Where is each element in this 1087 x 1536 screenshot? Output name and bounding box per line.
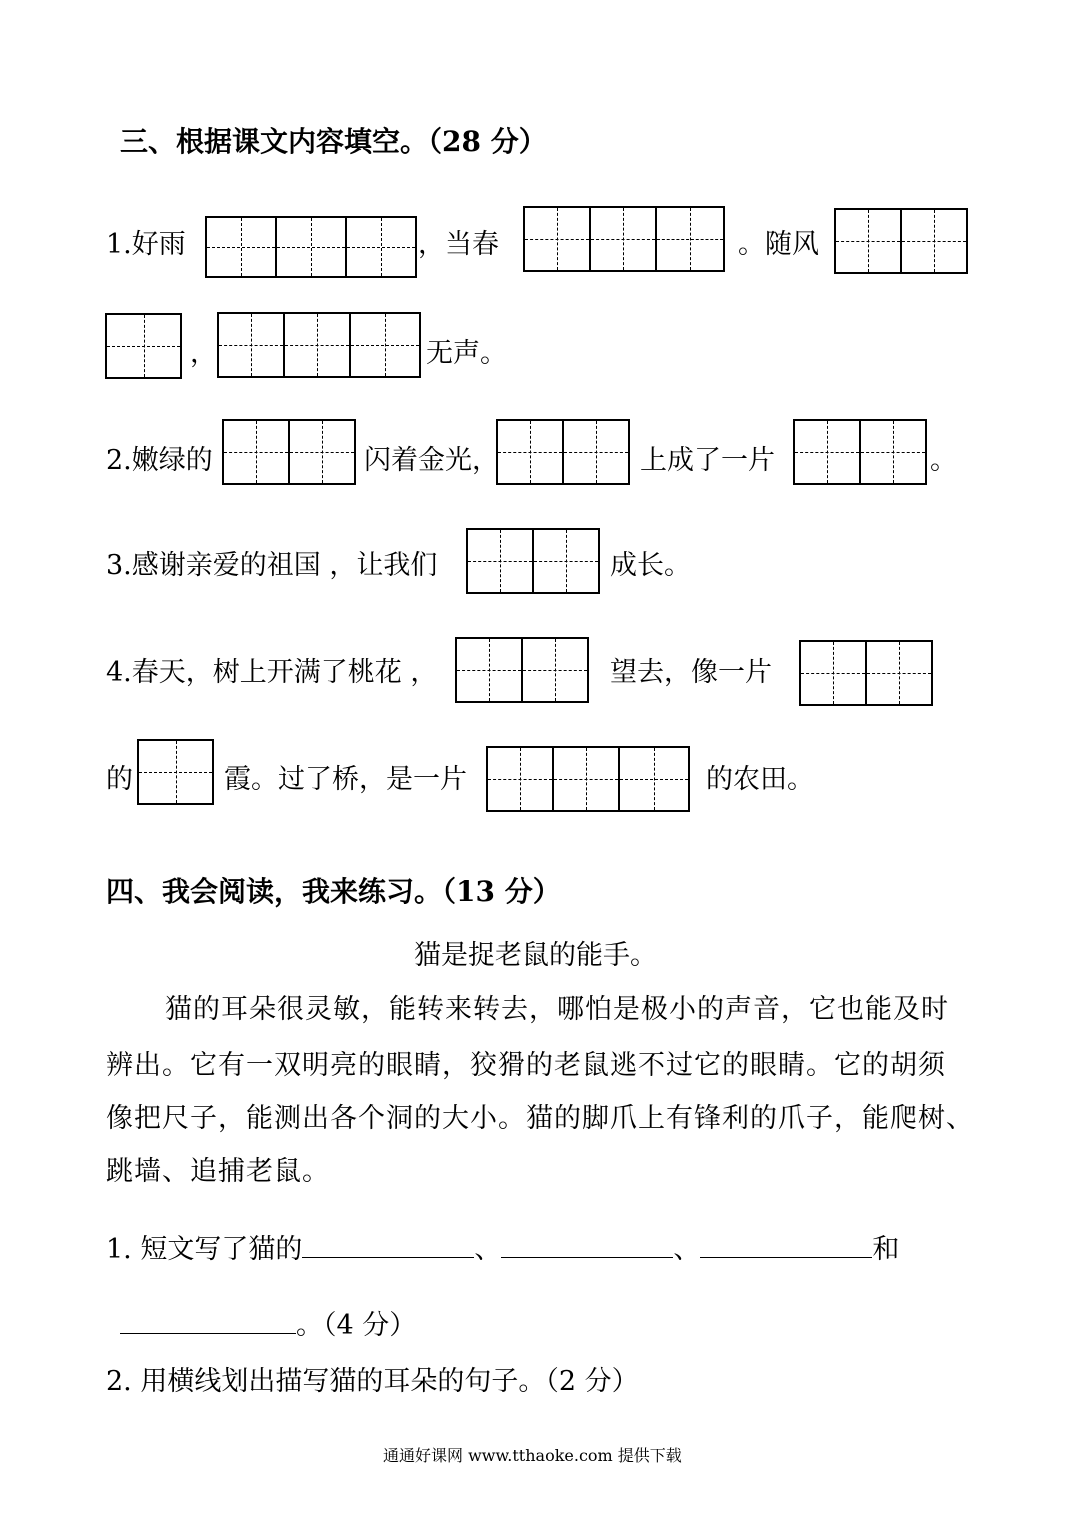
- q1-grid-1[interactable]: [205, 216, 417, 278]
- grid-cell[interactable]: [521, 637, 589, 703]
- passage-line: 猫的耳朵很灵敏，能转来转去，哪怕是极小的声音，它也能及时: [165, 994, 949, 1025]
- grid-cell[interactable]: [496, 419, 564, 485]
- grid-cell[interactable]: [793, 419, 861, 485]
- grid-cell[interactable]: [834, 208, 902, 274]
- q2-prefix: 2.嫩绿的: [106, 445, 213, 476]
- q2-text-end: 。: [930, 445, 957, 476]
- grid-cell[interactable]: [275, 216, 347, 278]
- grid-cell[interactable]: [105, 313, 182, 379]
- q1-grid-4[interactable]: [105, 313, 182, 379]
- answer-blank[interactable]: [700, 1235, 872, 1258]
- q4-text-de: 的: [106, 764, 133, 795]
- grid-cell[interactable]: [137, 739, 214, 805]
- q1-grid-5[interactable]: [217, 312, 421, 378]
- passage-line: 跳墙、追捕老鼠。: [106, 1156, 330, 1187]
- q3-text-end: 成长。: [610, 550, 691, 581]
- passage-line: 像把尺子，能测出各个洞的大小。猫的脚爪上有锋利的爪子，能爬树、: [106, 1103, 974, 1134]
- grid-cell[interactable]: [345, 216, 417, 278]
- grid-cell[interactable]: [865, 640, 933, 706]
- section-4-title: 四、我会阅读，我来练习。（13 分）: [106, 875, 561, 908]
- passage-line: 辨出。它有一双明亮的眼睛，狡猾的老鼠逃不过它的眼睛。它的胡须: [106, 1050, 946, 1081]
- grid-cell[interactable]: [523, 206, 591, 272]
- q4-grid-2[interactable]: [799, 640, 933, 706]
- answer-blank[interactable]: [120, 1311, 296, 1334]
- passage-title: 猫是捉老鼠的能手。: [414, 940, 657, 971]
- reading-q1-cont: [120, 1310, 416, 1342]
- separator: 、: [673, 1234, 701, 1265]
- grid-cell[interactable]: [205, 216, 277, 278]
- reading-q2: 2. 用横线划出描写猫的耳朵的句子。（2 分）: [106, 1366, 639, 1397]
- section-3-title: 三、根据课文内容填空。（28 分）: [120, 125, 547, 158]
- q4-text-end: 的农田。: [706, 764, 814, 795]
- q4-grid-1[interactable]: [455, 637, 589, 703]
- q4-text-mid: 望去，像一片: [610, 657, 772, 688]
- q1-grid-3[interactable]: [834, 208, 968, 274]
- q1-text-comma: ，当春: [418, 229, 499, 260]
- grid-cell[interactable]: [455, 637, 523, 703]
- reading-q1: [106, 1234, 899, 1266]
- answer-blank[interactable]: [501, 1235, 673, 1258]
- grid-cell[interactable]: [222, 419, 290, 485]
- grid-cell[interactable]: [618, 746, 690, 812]
- reading-q1-end: 。（4 分）: [296, 1310, 417, 1341]
- grid-cell[interactable]: [486, 746, 554, 812]
- q2-grid-2[interactable]: [496, 419, 630, 485]
- q1-text-comma2: ，: [190, 338, 217, 369]
- q3-prefix: 3.感谢亲爱的祖国 ，让我们: [106, 550, 438, 581]
- q1-text-period: 。随风: [738, 229, 819, 260]
- q4-grid-4[interactable]: [486, 746, 690, 812]
- grid-cell[interactable]: [552, 746, 620, 812]
- grid-cell[interactable]: [799, 640, 867, 706]
- and-text: 和: [872, 1234, 900, 1265]
- grid-cell[interactable]: [859, 419, 927, 485]
- footer-credit: 通通好课网 www.tthaoke.com 提供下载: [383, 1446, 682, 1465]
- q4-prefix: 4.春天，树上开满了桃花 ，: [106, 657, 438, 688]
- grid-cell[interactable]: [900, 208, 968, 274]
- grid-cell[interactable]: [532, 528, 600, 594]
- q4-text-mid2: 霞。过了桥，是一片: [224, 764, 467, 795]
- q2-grid-3[interactable]: [793, 419, 927, 485]
- grid-cell[interactable]: [288, 419, 356, 485]
- q2-text-mid2: 上成了一片: [640, 445, 775, 476]
- q3-grid[interactable]: [466, 528, 600, 594]
- grid-cell[interactable]: [589, 206, 657, 272]
- grid-cell[interactable]: [217, 312, 285, 378]
- q1-prefix: 1.好雨: [106, 229, 186, 260]
- grid-cell[interactable]: [466, 528, 534, 594]
- q2-grid-1[interactable]: [222, 419, 356, 485]
- separator: 、: [474, 1234, 502, 1265]
- grid-cell[interactable]: [283, 312, 351, 378]
- q2-text-mid: 闪着金光，: [364, 445, 499, 476]
- q4-grid-3[interactable]: [137, 739, 214, 805]
- grid-cell[interactable]: [562, 419, 630, 485]
- q1-text-end: 无声。: [426, 338, 507, 369]
- answer-blank[interactable]: [302, 1235, 474, 1258]
- grid-cell[interactable]: [655, 206, 725, 272]
- reading-q1-prefix: 1. 短文写了猫的: [106, 1234, 303, 1265]
- q1-grid-2[interactable]: [523, 206, 725, 272]
- grid-cell[interactable]: [349, 312, 421, 378]
